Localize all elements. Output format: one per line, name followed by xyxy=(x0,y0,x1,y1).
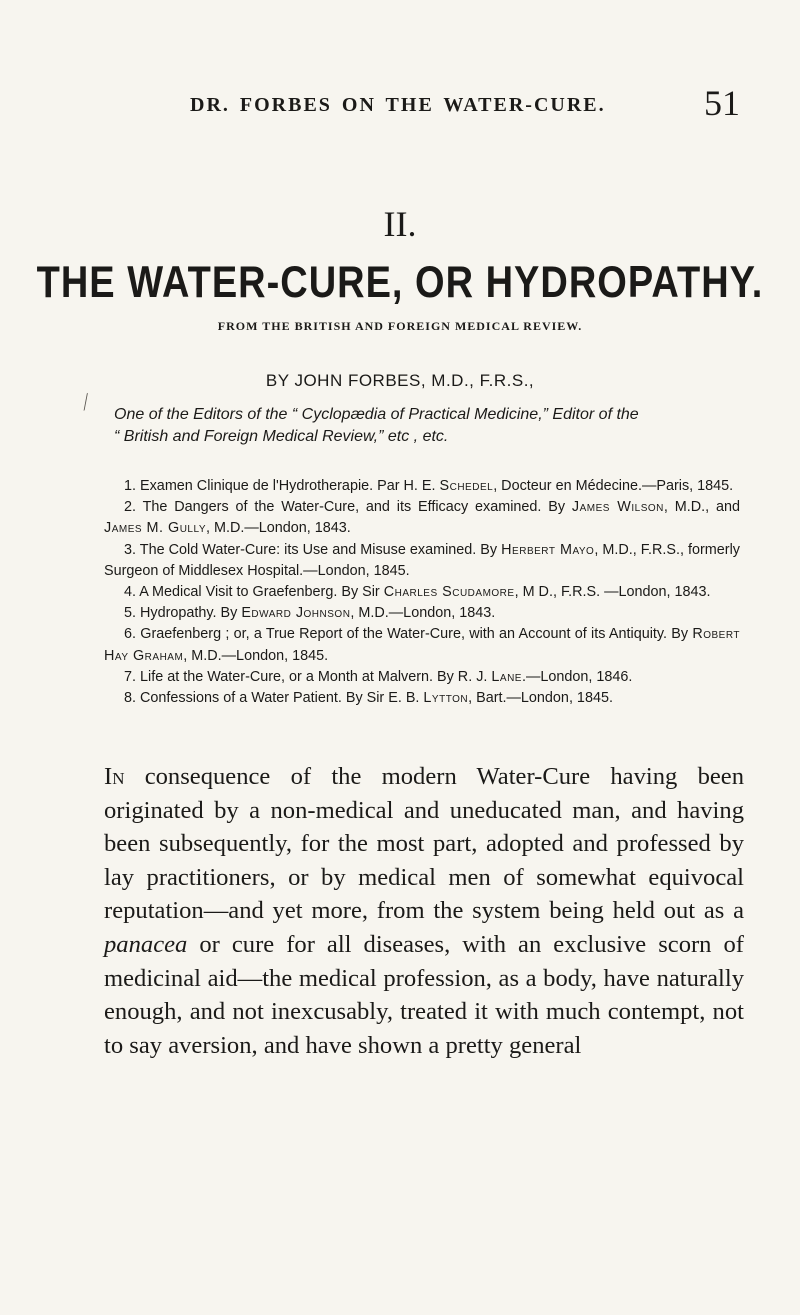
lead-word: In xyxy=(104,763,125,790)
reference-item: 3. The Cold Water-Cure: its Use and Misuse examined. By Herbert Mayo, M.D., F.R.S., formerly Surgeon of Middlesex Hospital.—London, 1845. xyxy=(104,541,740,579)
reference-item: 6. Graefenberg ; or, a True Report of the Water-Cure, with an Account of its Antiquity. By Robert Hay Graham, M.D.—London, 1845. xyxy=(104,626,741,664)
author-affiliation xyxy=(104,404,744,448)
reference-list xyxy=(104,476,740,709)
body-text-part-1: consequence of the modern Water-Cure having been originated by a non-medical and uneducated man, and having been subsequently, for the most part, adopted and professed by lay practitioners, or by medical men of somewhat equivocal reputation—and yet more, from the system being held out as a xyxy=(104,763,744,925)
reference-item: 8. Confessions of a Water Patient. By Sir E. B. Lytton, Bart.—London, 1845. xyxy=(124,690,613,707)
reference-item: 1. Examen Clinique de l'Hydrotherapie. Par H. E. Schedel, Docteur en Médecine.—Paris, 1845. xyxy=(124,478,734,494)
margin-mark-icon: ⁄ xyxy=(78,389,93,414)
affiliation-line-1: One of the Editors of the “ Cyclopædia of Practical Medicine,” Editor of the xyxy=(114,406,639,423)
source-line: FROM THE BRITISH AND FOREIGN MEDICAL REVIEW. xyxy=(217,319,583,333)
article-title: THE WATER-CURE, OR HYDROPATHY. xyxy=(36,258,764,308)
reference-item: 4. A Medical Visit to Graefenberg. By Sir Charles Scudamore, M D., F.R.S. —London, 1843. xyxy=(124,584,711,601)
running-title: DR. FORBES ON THE WATER-CURE. xyxy=(190,94,606,116)
body-text-part-2: or cure for all diseases, with an exclusive scorn of medicinal aid—the medical profession, as a body, have naturally enough, and not inexcusably, treated it with much contempt, not to say aversion, and have shown a pretty general xyxy=(104,930,744,1059)
reference-item: 2. The Dangers of the Water-Cure, and its Efficacy examined. By James Wilson, M.D., and James M. Gully, M.D.—London, 1843. xyxy=(104,499,740,537)
reference-item: 5. Hydropathy. By Edward Johnson, M.D.—London, 1843. xyxy=(124,605,496,622)
reference-item: 7. Life at the Water-Cure, or a Month at Malvern. By R. J. Lane.—London, 1846. xyxy=(124,668,633,685)
affiliation-line-2: “ British and Foreign Medical Review,” etc , etc. xyxy=(114,428,449,445)
author-byline: BY JOHN FORBES, M.D., F.R.S., xyxy=(265,371,535,390)
italic-term: panacea xyxy=(104,930,188,958)
running-head xyxy=(190,83,740,126)
page-number: 51 xyxy=(704,83,740,123)
body-paragraph xyxy=(104,760,744,1062)
section-number: II. xyxy=(383,204,417,244)
